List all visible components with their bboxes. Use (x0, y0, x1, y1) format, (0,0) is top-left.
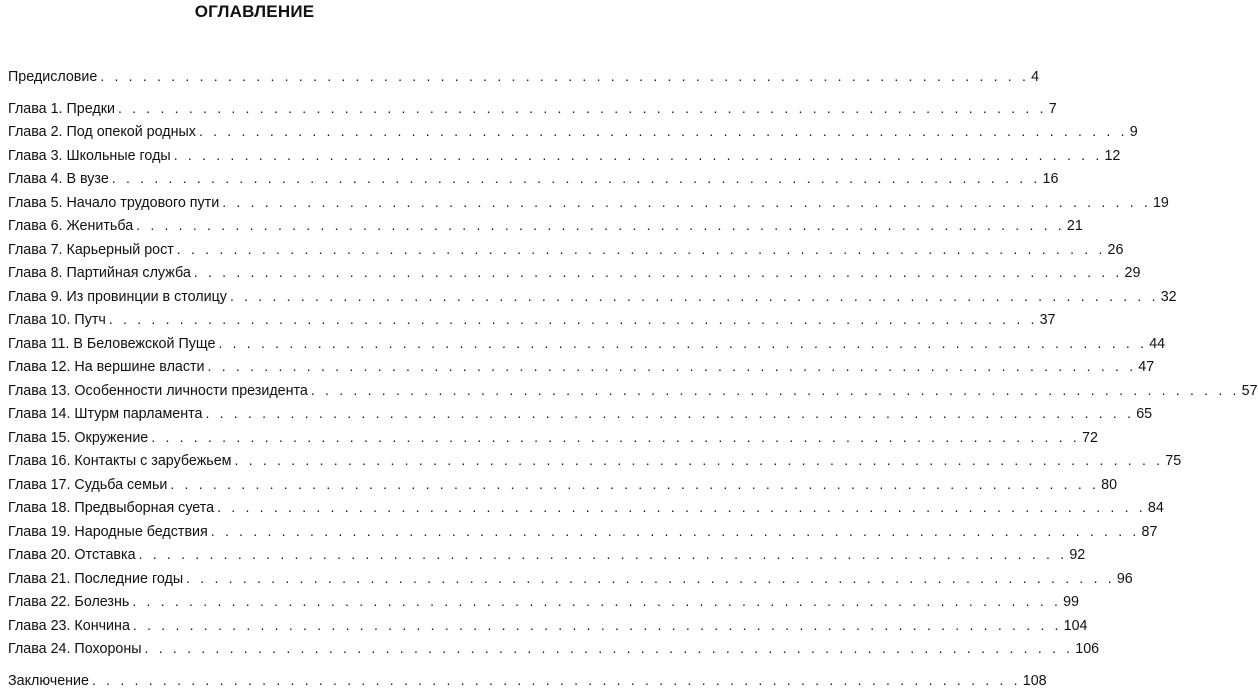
toc-entry-page: 96 (1115, 569, 1133, 589)
toc-entry[interactable] (8, 638, 499, 662)
toc-entry-label: Предисловие (8, 67, 100, 87)
toc-entry[interactable] (8, 497, 499, 521)
toc-entry-page: 29 (1123, 263, 1141, 283)
toc-entry[interactable] (8, 239, 499, 263)
toc-entry-label: Глава 23. Кончина (8, 616, 133, 636)
toc-entry[interactable] (8, 670, 499, 693)
toc-leader-dots: . . . . . . . . . . . . . . . . . . . . . . . . . . . . . . . . . . . . . . . . . . . . . . . . . . . . . . . . . . . . . . . . . . (217, 497, 1146, 517)
toc-entry-label: Глава 9. Из провинции в столицу (8, 287, 230, 307)
toc-entry-page: 7 (1047, 99, 1057, 119)
toc-entry[interactable] (8, 66, 499, 90)
toc-entry-page: 108 (1021, 671, 1047, 691)
toc-leader-dots: . . . . . . . . . . . . . . . . . . . . . . . . . . . . . . . . . . . . . . . . . . . . . . . . . . . . . . . . . . . . . . . . . . (174, 145, 1103, 165)
toc-entry[interactable] (8, 568, 499, 592)
toc-entry[interactable] (8, 450, 499, 474)
toc-entry-label: Глава 17. Судьба семьи (8, 475, 170, 495)
toc-leader-dots: . . . . . . . . . . . . . . . . . . . . . . . . . . . . . . . . . . . . . . . . . . . . . . . . . . . . . . . . . . . . . . . . . . (230, 286, 1159, 306)
toc-entry[interactable] (8, 591, 499, 615)
toc-entry-page: 65 (1134, 404, 1152, 424)
toc-entry[interactable] (8, 262, 499, 286)
toc-entry[interactable] (8, 403, 499, 427)
toc-leader-dots: . . . . . . . . . . . . . . . . . . . . . . . . . . . . . . . . . . . . . . . . . . . . . . . . . . . . . . . . . . . . . . . . . . (186, 568, 1115, 588)
toc-entry-label: Глава 3. Школьные годы (8, 146, 174, 166)
toc-leader-dots: . . . . . . . . . . . . . . . . . . . . . . . . . . . . . . . . . . . . . . . . . . . . . . . . . . . . . . . . . . . . . . . . . . (208, 356, 1137, 376)
page-title: ОГЛАВЛЕНИЕ (0, 2, 509, 22)
toc-entry-label: Глава 1. Предки (8, 99, 118, 119)
toc-entry[interactable] (8, 521, 499, 545)
toc-leader-dots: . . . . . . . . . . . . . . . . . . . . . . . . . . . . . . . . . . . . . . . . . . . . . . . . . . . . . . . . . . . . . . . . . . (205, 403, 1134, 423)
toc-entry-page: 32 (1159, 287, 1177, 307)
toc-entry-page: 80 (1099, 475, 1117, 495)
toc-leader-dots: . . . . . . . . . . . . . . . . . . . . . . . . . . . . . . . . . . . . . . . . . . . . . . . . . . . . . . . . . . . . . . . . . . (170, 474, 1099, 494)
toc-entry-page: 84 (1146, 498, 1164, 518)
toc-leader-dots: . . . . . . . . . . . . . . . . . . . . . . . . . . . . . . . . . . . . . . . . . . . . . . . . . . . . . . . . . . . . . . . . . . (311, 380, 1240, 400)
toc-entry-page: 106 (1073, 639, 1099, 659)
toc-entry[interactable] (8, 121, 499, 145)
toc-leader-dots: . . . . . . . . . . . . . . . . . . . . . . . . . . . . . . . . . . . . . . . . . . . . . . . . . . . . . . . . . . . . . . . . . . (211, 521, 1140, 541)
toc-leader-dots: . . . . . . . . . . . . . . . . . . . . . . . . . . . . . . . . . . . . . . . . . . . . . . . . . . . . . . . . . . . . . . . . . . (136, 215, 1065, 235)
toc-entry-page: 92 (1067, 545, 1085, 565)
toc-entry-page: 99 (1061, 592, 1079, 612)
toc-leader-dots: . . . . . . . . . . . . . . . . . . . . . . . . . . . . . . . . . . . . . . . . . . . . . . . . . . . . . . . . . . . . . . . . . . (218, 333, 1147, 353)
toc-entry-page: 21 (1065, 216, 1083, 236)
toc-entry-page: 9 (1128, 122, 1138, 142)
toc-entry-label: Глава 19. Народные бедствия (8, 522, 211, 542)
toc-leader-dots: . . . . . . . . . . . . . . . . . . . . . . . . . . . . . . . . . . . . . . . . . . . . . . . . . . . . . . . . . . . . . . . . . . (112, 168, 1041, 188)
toc-leader-dots: . . . . . . . . . . . . . . . . . . . . . . . . . . . . . . . . . . . . . . . . . . . . . . . . . . . . . . . . . . . . . . . . . . (133, 615, 1062, 635)
toc-entry-page: 16 (1041, 169, 1059, 189)
toc-entry-label: Глава 15. Окружение (8, 428, 151, 448)
toc-leader-dots: . . . . . . . . . . . . . . . . . . . . . . . . . . . . . . . . . . . . . . . . . . . . . . . . . . . . . . . . . . . . . . . . . . (139, 544, 1068, 564)
toc-entry-page: 57 (1240, 381, 1258, 401)
toc-entry-label: Заключение (8, 671, 92, 691)
toc-entry-page: 75 (1163, 451, 1181, 471)
toc-entry-page: 44 (1147, 334, 1165, 354)
toc-entry[interactable] (8, 427, 499, 451)
toc-entry[interactable] (8, 286, 499, 310)
document-page (0, 0, 509, 674)
toc-leader-dots: . . . . . . . . . . . . . . . . . . . . . . . . . . . . . . . . . . . . . . . . . . . . . . . . . . . . . . . . . . . . . . . . . . (92, 670, 1021, 690)
toc-entry-label: Глава 22. Болезнь (8, 592, 132, 612)
toc-entry[interactable] (8, 474, 499, 498)
toc-entry-label: Глава 20. Отставка (8, 545, 139, 565)
toc-entry[interactable] (8, 168, 499, 192)
toc-entry-label: Глава 6. Женитьба (8, 216, 136, 236)
toc-entry[interactable] (8, 215, 499, 239)
toc-leader-dots: . . . . . . . . . . . . . . . . . . . . . . . . . . . . . . . . . . . . . . . . . . . . . . . . . . . . . . . . . . . . . . . . . . (151, 427, 1080, 447)
toc-entry-label: Глава 4. В вузе (8, 169, 112, 189)
toc-entry[interactable] (8, 98, 499, 122)
toc-entry-page: 19 (1151, 193, 1169, 213)
toc-entry-page: 37 (1038, 310, 1056, 330)
toc-leader-dots: . . . . . . . . . . . . . . . . . . . . . . . . . . . . . . . . . . . . . . . . . . . . . . . . . . . . . . . . . . . . . . . . . . (177, 239, 1106, 259)
toc-entry-label: Глава 13. Особенности личности президента (8, 381, 311, 401)
toc-leader-dots: . . . . . . . . . . . . . . . . . . . . . . . . . . . . . . . . . . . . . . . . . . . . . . . . . . . . . . . . . . . . . . . . . . (118, 98, 1047, 118)
toc-entry-label: Глава 11. В Беловежской Пуще (8, 334, 218, 354)
toc-entry[interactable] (8, 145, 499, 169)
toc-entry-label: Глава 5. Начало трудового пути (8, 193, 222, 213)
toc-leader-dots: . . . . . . . . . . . . . . . . . . . . . . . . . . . . . . . . . . . . . . . . . . . . . . . . . . . . . . . . . . . . . . . . . . (194, 262, 1123, 282)
toc-leader-dots: . . . . . . . . . . . . . . . . . . . . . . . . . . . . . . . . . . . . . . . . . . . . . . . . . . . . . . . . . . . . . . . . . . (222, 192, 1151, 212)
toc-entry[interactable] (8, 356, 499, 380)
toc-leader-dots: . . . . . . . . . . . . . . . . . . . . . . . . . . . . . . . . . . . . . . . . . . . . . . . . . . . . . . . . . . . . . . . . . . (199, 121, 1128, 141)
toc-entry-page: 26 (1106, 240, 1124, 260)
toc-leader-dots: . . . . . . . . . . . . . . . . . . . . . . . . . . . . . . . . . . . . . . . . . . . . . . . . . . . . . . . . . . . . . . . . . . (109, 309, 1038, 329)
toc-leader-dots: . . . . . . . . . . . . . . . . . . . . . . . . . . . . . . . . . . . . . . . . . . . . . . . . . . . . . . . . . . . . . . . . . . (100, 66, 1029, 86)
toc-entry-label: Глава 10. Путч (8, 310, 109, 330)
toc-entry-page: 104 (1062, 616, 1088, 636)
toc-entry[interactable] (8, 309, 499, 333)
toc-leader-dots: . . . . . . . . . . . . . . . . . . . . . . . . . . . . . . . . . . . . . . . . . . . . . . . . . . . . . . . . . . . . . . . . . . (145, 638, 1074, 658)
toc-entry[interactable] (8, 333, 499, 357)
toc-entry-page: 12 (1102, 146, 1120, 166)
toc-leader-dots: . . . . . . . . . . . . . . . . . . . . . . . . . . . . . . . . . . . . . . . . . . . . . . . . . . . . . . . . . . . . . . . . . . (132, 591, 1061, 611)
toc-entry-page: 4 (1029, 67, 1039, 87)
toc-entry[interactable] (8, 615, 499, 639)
toc-entry-page: 72 (1080, 428, 1098, 448)
toc-entry-label: Глава 16. Контакты с зарубежьем (8, 451, 235, 471)
toc-entry-label: Глава 8. Партийная служба (8, 263, 194, 283)
toc-entry-label: Глава 7. Карьерный рост (8, 240, 177, 260)
table-of-contents (8, 66, 499, 693)
toc-entry-label: Глава 21. Последние годы (8, 569, 186, 589)
toc-entry-label: Глава 2. Под опекой родных (8, 122, 199, 142)
toc-entry-label: Глава 12. На вершине власти (8, 357, 208, 377)
toc-entry-page: 87 (1140, 522, 1158, 542)
toc-entry[interactable] (8, 380, 499, 404)
toc-entry-label: Глава 18. Предвыборная суета (8, 498, 217, 518)
toc-entry-page: 47 (1136, 357, 1154, 377)
toc-leader-dots: . . . . . . . . . . . . . . . . . . . . . . . . . . . . . . . . . . . . . . . . . . . . . . . . . . . . . . . . . . . . . . . . . . (235, 450, 1164, 470)
toc-entry[interactable] (8, 192, 499, 216)
toc-entry-label: Глава 24. Похороны (8, 639, 145, 659)
toc-entry-label: Глава 14. Штурм парламента (8, 404, 205, 424)
toc-entry[interactable] (8, 544, 499, 568)
